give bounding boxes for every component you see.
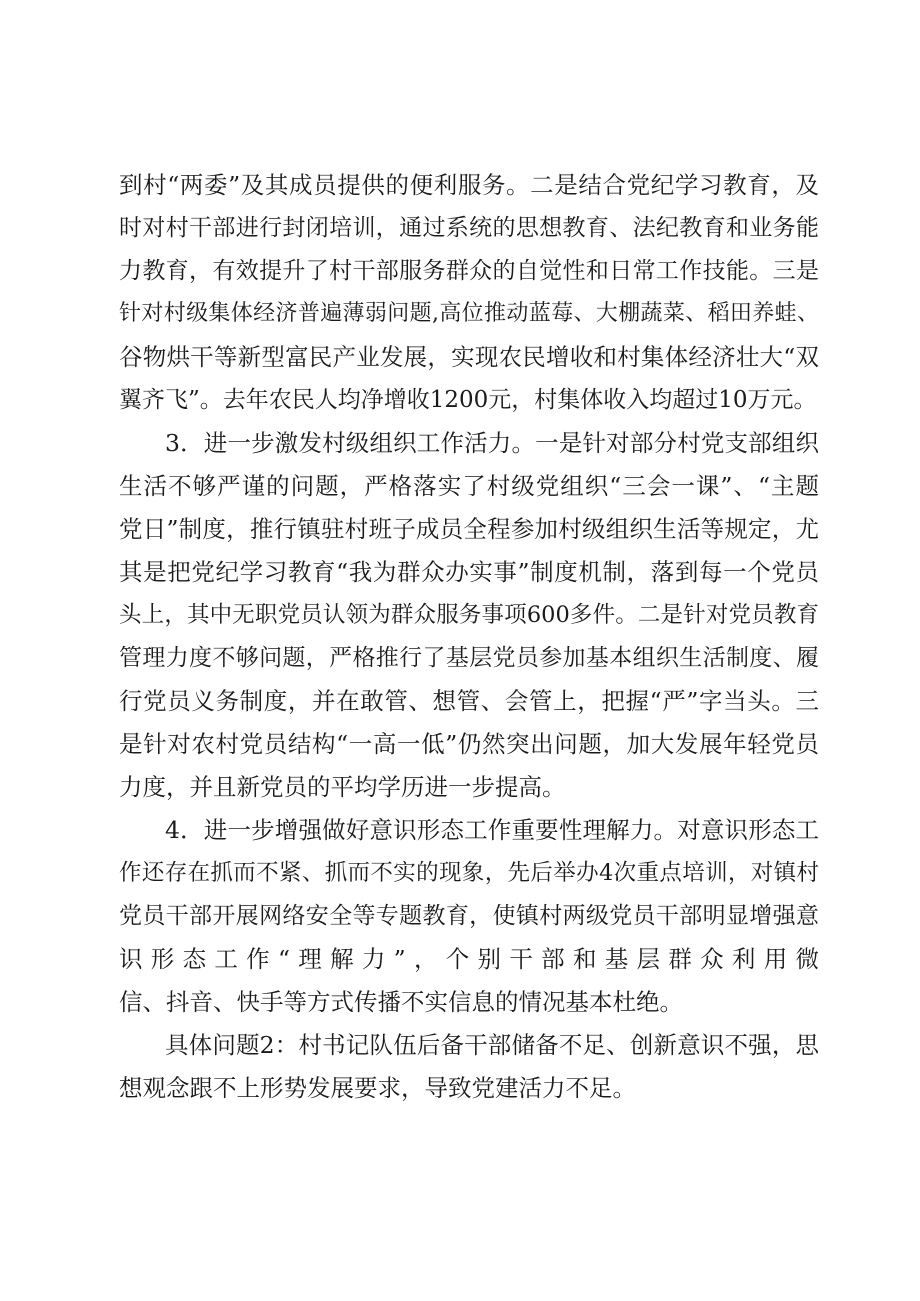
- text-line: 是针对农村党员结构“一高一低”仍然突出问题，加大发展年轻党员: [119, 730, 819, 758]
- text-line: 翼齐飞”。去年农民人均净增收1200元，村集体收入均超过10万元。: [119, 387, 817, 413]
- text-line: 想观念跟不上形势发展要求，导致党建活力不足。: [119, 1074, 636, 1102]
- text-line: 作还存在抓而不紧、抓而不实的现象，先后举办4次重点培训，对镇村: [119, 860, 819, 886]
- text-line: 识形态工作“理解力”，个别干部和基层群众利用微: [119, 945, 819, 973]
- text-line: 管理力度不够问题，严格推行了基层党员参加基本组织生活制度、履: [119, 645, 819, 671]
- text-line: 谷物烘干等新型富民产业发展，实现农民增收和村集体经济壮大“双: [119, 343, 819, 371]
- text-line: 时对村干部进行封闭培训，通过系统的思想教育、法纪教育和业务能: [119, 215, 819, 241]
- text-line: 行党员义务制度，并在敢管、想管、会管上，把握“严”字当头。三: [119, 687, 819, 715]
- text-line: 党日”制度，推行镇驻村班子成员全程参加村级组织生活等规定，尤: [119, 515, 819, 543]
- text-line: 头上，其中无职党员认领为群众服务事项600多件。二是针对党员教育: [119, 602, 819, 628]
- text-line: 针对村级集体经济普遍薄弱问题,高位推动蓝莓、大棚蔬菜、稻田养蛙、: [119, 301, 819, 326]
- text-line: 其是把党纪学习教育“我为群众办实事”制度机制，落到每一个党员: [119, 558, 819, 586]
- text-line: 力度，并且新党员的平均学历进一步提高。: [119, 773, 566, 801]
- section-heading-3: 3．进一步激发村级组织工作活力。一是针对部分村党支部组织: [165, 429, 819, 457]
- specific-problem-heading: 具体问题2：村书记队伍后备干部储备不足、创新意识不强，思: [165, 1031, 819, 1059]
- text-line: 到村“两委”及其成员提供的便利服务。二是结合党纪学习教育，及: [119, 171, 819, 199]
- section-heading-4: 4．进一步增强做好意识形态工作重要性理解力。对意识形态工: [165, 816, 819, 844]
- text-line: 生活不够严谨的问题，严格落实了村级党组织“三会一课”、“主题: [119, 472, 819, 500]
- text-line: 信、抖音、快手等方式传播不实信息的情况基本杜绝。: [119, 988, 683, 1016]
- text-line: 力教育，有效提升了村干部服务群众的自觉性和日常工作技能。三是: [119, 258, 819, 284]
- text-line: 党员干部开展网络安全等专题教育，使镇村两级党员干部明显增强意: [119, 903, 819, 929]
